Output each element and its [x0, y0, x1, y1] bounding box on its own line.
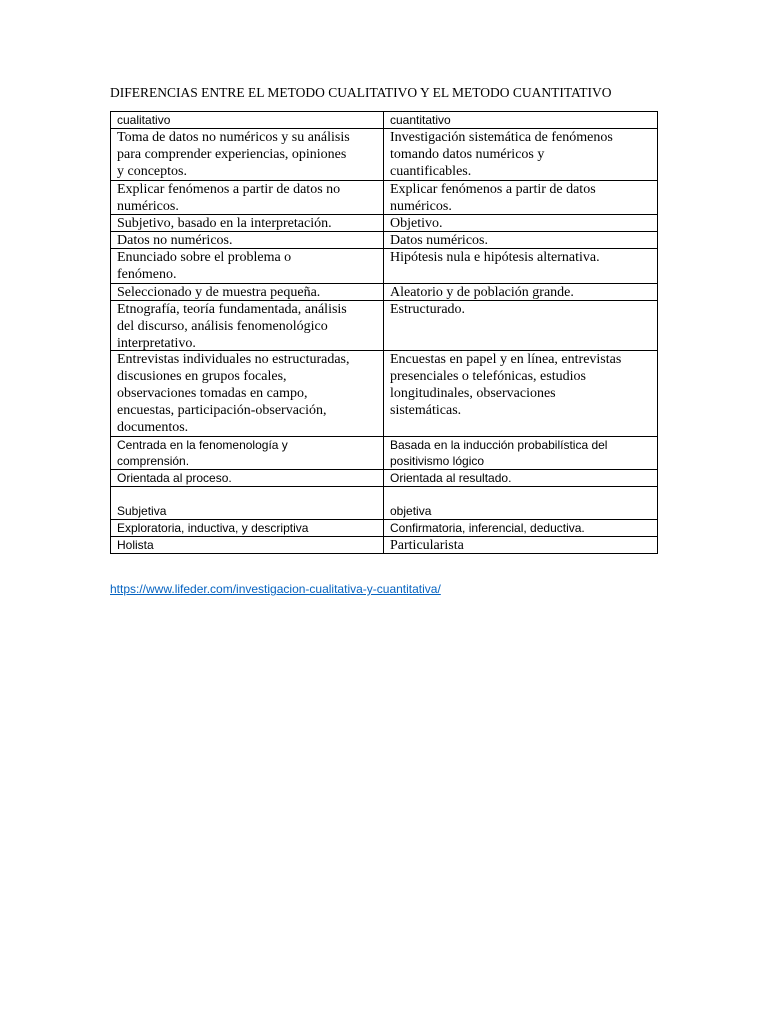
- source-link[interactable]: https://www.lifeder.com/investigacion-cualitativa-y-cuantitativa/: [110, 582, 441, 596]
- cell-text-line: numéricos.: [117, 199, 179, 214]
- cell-text-line: Entrevistas individuales no estructuradas,: [117, 352, 350, 367]
- table-cell-cuantitativo: [384, 249, 657, 283]
- document-title: DIFERENCIAS ENTRE EL METODO CUALITATIVO Y EL METODO CUANTITATIVO: [110, 85, 612, 100]
- cell-text-line: discusiones en grupos focales,: [117, 369, 287, 384]
- cell-text-line: observaciones tomadas en campo,: [117, 386, 308, 401]
- cell-text-line: Datos numéricos.: [390, 233, 488, 248]
- cell-text-line: Holista: [117, 538, 154, 552]
- cell-text-line: positivismo lógico: [390, 454, 485, 468]
- table-row: [111, 215, 657, 232]
- cell-text-line: Datos no numéricos.: [117, 233, 233, 248]
- table-cell-cualitativo: [111, 181, 384, 214]
- table-cell-cualitativo: [111, 520, 384, 536]
- cell-text-line: para comprender experiencias, opiniones: [117, 147, 347, 162]
- cell-text-line: encuestas, participación-observación,: [117, 403, 327, 418]
- cell-text-line: Etnografía, teoría fundamentada, análisis: [117, 302, 347, 317]
- cell-text-line: Investigación sistemática de fenómenos: [390, 130, 613, 145]
- cell-text-line: Hipótesis nula e hipótesis alternativa.: [390, 250, 600, 265]
- cell-text-line: cuantificables.: [390, 164, 472, 179]
- column-header-cualitativo: [111, 112, 384, 128]
- column-header-label: cuantitativo: [390, 113, 451, 127]
- table-cell-cualitativo: [111, 284, 384, 300]
- cell-text-line: Explicar fenómenos a partir de datos: [390, 182, 596, 197]
- table-cell-cuantitativo: [384, 301, 657, 350]
- cell-text-line: objetiva: [390, 504, 432, 518]
- column-header-cuantitativo: [384, 112, 657, 128]
- cell-text-line: Encuestas en papel y en línea, entrevistas: [390, 352, 622, 367]
- table-cell-cualitativo: [111, 301, 384, 350]
- cell-text-line: del discurso, análisis fenomenológico: [117, 319, 328, 334]
- table-row: [111, 181, 657, 215]
- cell-text-line: interpretativo.: [117, 336, 196, 350]
- comparison-table: [110, 111, 658, 554]
- table-cell-cuantitativo: [384, 129, 657, 180]
- table-row: [111, 301, 657, 351]
- cell-text-line: comprensión.: [117, 454, 190, 468]
- table-row: [111, 470, 657, 487]
- cell-text-line: Objetivo.: [390, 216, 443, 231]
- cell-text-line: Centrada en la fenomenología y: [117, 438, 288, 452]
- cell-text-line: tomando datos numéricos y: [390, 147, 545, 162]
- table-cell-cualitativo: [111, 129, 384, 180]
- cell-text-line: Seleccionado y de muestra pequeña.: [117, 285, 321, 300]
- table-header-row: [111, 112, 657, 129]
- table-cell-cualitativo: [111, 351, 384, 436]
- table-cell-cuantitativo: [384, 181, 657, 214]
- table-row: [111, 537, 657, 554]
- cell-text-line: Toma de datos no numéricos y su análisis: [117, 130, 350, 145]
- cell-text-line: documentos.: [117, 420, 189, 435]
- cell-text-line: y conceptos.: [117, 164, 187, 179]
- cell-text-line: Orientada al resultado.: [390, 471, 512, 485]
- table-cell-cualitativo: [111, 249, 384, 283]
- table-cell-cuantitativo: [384, 487, 657, 519]
- table-cell-cuantitativo: [384, 437, 657, 469]
- cell-text-line: numéricos.: [390, 199, 452, 214]
- table-cell-cuantitativo: [384, 284, 657, 300]
- table-row: [111, 487, 657, 520]
- cell-text-line: Estructurado.: [390, 302, 466, 317]
- cell-text-line: Subjetiva: [117, 504, 167, 518]
- table-cell-cuantitativo: [384, 351, 657, 436]
- column-header-label: cualitativo: [117, 113, 171, 127]
- table-row: [111, 520, 657, 537]
- table-cell-cuantitativo: [384, 215, 657, 231]
- table-cell-cualitativo: [111, 437, 384, 469]
- cell-text-line: Orientada al proceso.: [117, 471, 232, 485]
- cell-text-line: Enunciado sobre el problema o: [117, 250, 292, 265]
- table-row: [111, 129, 657, 181]
- table-cell-cuantitativo: [384, 232, 657, 248]
- table-row: [111, 249, 657, 284]
- cell-text-line: Explicar fenómenos a partir de datos no: [117, 182, 341, 197]
- cell-text-line: Aleatorio y de población grande.: [390, 285, 574, 300]
- cell-text-line: presenciales o telefónicas, estudios: [390, 369, 586, 384]
- table-cell-cuantitativo: [384, 520, 657, 536]
- table-cell-cualitativo: [111, 487, 384, 519]
- cell-text-line: Subjetivo, basado en la interpretación.: [117, 216, 332, 231]
- cell-text-line: longitudinales, observaciones: [390, 386, 556, 401]
- table-row: [111, 284, 657, 301]
- cell-text-line: Confirmatoria, inferencial, deductiva.: [390, 521, 585, 535]
- cell-text-line: fenómeno.: [117, 267, 177, 282]
- table-row: [111, 232, 657, 249]
- cell-text-line: Basada en la inducción probabilística del: [390, 438, 608, 452]
- table-row: [111, 437, 657, 470]
- cell-text-line: sistemáticas.: [390, 403, 462, 418]
- table-cell-cualitativo: [111, 470, 384, 486]
- table-cell-cuantitativo: [384, 470, 657, 486]
- table-cell-cuantitativo: [384, 537, 657, 553]
- table-cell-cualitativo: [111, 215, 384, 231]
- table-cell-cualitativo: [111, 537, 384, 553]
- table-row: [111, 351, 657, 437]
- cell-text-line: Exploratoria, inductiva, y descriptiva: [117, 521, 309, 535]
- table-cell-cualitativo: [111, 232, 384, 248]
- cell-text-line: Particularista: [390, 538, 464, 553]
